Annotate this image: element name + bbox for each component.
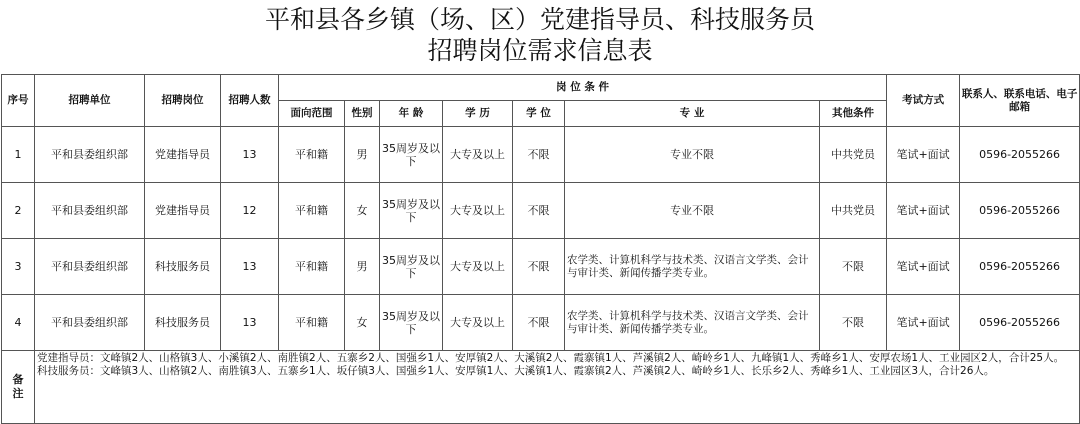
cell-degree: 不限	[513, 183, 565, 239]
cell-count: 13	[221, 295, 279, 351]
cell-post: 科技服务员	[145, 239, 221, 295]
cell-gender: 女	[345, 295, 380, 351]
header-other: 其他条件	[820, 101, 887, 127]
cell-contact: 0596-2055266	[960, 295, 1080, 351]
header-row-1	[2, 75, 1080, 101]
cell-scope: 平和籍	[279, 127, 345, 183]
title-line-2: 招聘岗位需求信息表	[427, 36, 653, 65]
cell-age: 35周岁及以下	[380, 127, 443, 183]
header-post: 招聘岗位	[145, 75, 221, 127]
cell-contact: 0596-2055266	[960, 183, 1080, 239]
cell-exam: 笔试+面试	[887, 239, 960, 295]
header-degree: 学 位	[513, 101, 565, 127]
note-line-tech-staff: 科技服务员：文峰镇3人、山格镇2人、南胜镇3人、五寨乡1人、坂仔镇3人、国强乡1人、安厚镇1人、大溪镇1人、霞寨镇2人、芦溪镇2人、崎岭乡1人、长乐乡2人、秀峰乡1人、工业园区3人，合计26人。	[37, 365, 995, 377]
header-unit: 招聘单位	[35, 75, 145, 127]
cell-exam: 笔试+面试	[887, 127, 960, 183]
cell-other: 不限	[820, 239, 887, 295]
header-education: 学 历	[443, 101, 513, 127]
cell-scope: 平和籍	[279, 239, 345, 295]
cell-scope: 平和籍	[279, 183, 345, 239]
recruitment-table	[1, 74, 1080, 424]
header-scope: 面向范围	[279, 101, 345, 127]
cell-count: 12	[221, 183, 279, 239]
cell-other: 中共党员	[820, 127, 887, 183]
note-line-party-guides: 党建指导员：文峰镇2人、山格镇3人、小溪镇2人、南胜镇2人、五寨乡2人、国强乡1人、安厚镇2人、大溪镇2人、霞寨镇1人、芦溪镇2人、崎岭乡1人、九峰镇1人、秀峰乡1人、安厚农场1人、工业园区2人，合计25人。	[37, 352, 1065, 364]
title-line-1: 平和县各乡镇（场、区）党建指导员、科技服务员	[264, 5, 815, 34]
cell-major: 专业不限	[565, 183, 820, 239]
header-major: 专 业	[565, 101, 820, 127]
cell-education: 大专及以上	[443, 183, 513, 239]
cell-post: 党建指导员	[145, 127, 221, 183]
header-gender: 性别	[345, 101, 380, 127]
note-label-text: 备注	[12, 373, 24, 400]
cell-gender: 男	[345, 127, 380, 183]
cell-education: 大专及以上	[443, 127, 513, 183]
cell-contact: 0596-2055266	[960, 127, 1080, 183]
cell-age: 35周岁及以下	[380, 239, 443, 295]
cell-age: 35周岁及以下	[380, 295, 443, 351]
cell-seq: 3	[2, 239, 35, 295]
cell-degree: 不限	[513, 295, 565, 351]
cell-scope: 平和籍	[279, 295, 345, 351]
cell-degree: 不限	[513, 127, 565, 183]
table-row	[2, 127, 1080, 183]
cell-age: 35周岁及以下	[380, 183, 443, 239]
cell-exam: 笔试+面试	[887, 183, 960, 239]
cell-count: 13	[221, 239, 279, 295]
cell-education: 大专及以上	[443, 239, 513, 295]
page-title	[0, 4, 1080, 66]
cell-unit: 平和县委组织部	[35, 127, 145, 183]
header-age: 年 龄	[380, 101, 443, 127]
cell-unit: 平和县委组织部	[35, 239, 145, 295]
note-label	[2, 351, 35, 424]
header-exam: 考试方式	[887, 75, 960, 127]
cell-count: 13	[221, 127, 279, 183]
cell-major: 农学类、计算机科学与技术类、汉语言文学类、会计与审计类、新闻传播学类专业。	[565, 295, 820, 351]
cell-exam: 笔试+面试	[887, 295, 960, 351]
cell-seq: 1	[2, 127, 35, 183]
table-row	[2, 295, 1080, 351]
cell-degree: 不限	[513, 239, 565, 295]
table-row	[2, 239, 1080, 295]
cell-unit: 平和县委组织部	[35, 183, 145, 239]
header-contact: 联系人、联系电话、电子邮箱	[960, 75, 1080, 127]
header-conditions: 岗 位 条 件	[279, 75, 887, 101]
cell-contact: 0596-2055266	[960, 239, 1080, 295]
cell-seq: 4	[2, 295, 35, 351]
cell-seq: 2	[2, 183, 35, 239]
cell-gender: 女	[345, 183, 380, 239]
cell-post: 党建指导员	[145, 183, 221, 239]
table-row	[2, 183, 1080, 239]
cell-major: 农学类、计算机科学与技术类、汉语言文学类、会计与审计类、新闻传播学类专业。	[565, 239, 820, 295]
cell-major: 专业不限	[565, 127, 820, 183]
header-seq: 序号	[2, 75, 35, 127]
cell-other: 不限	[820, 295, 887, 351]
cell-education: 大专及以上	[443, 295, 513, 351]
cell-unit: 平和县委组织部	[35, 295, 145, 351]
cell-post: 科技服务员	[145, 295, 221, 351]
header-count: 招聘人数	[221, 75, 279, 127]
note-content	[35, 351, 1080, 424]
cell-other: 中共党员	[820, 183, 887, 239]
note-row	[2, 351, 1080, 424]
cell-gender: 男	[345, 239, 380, 295]
